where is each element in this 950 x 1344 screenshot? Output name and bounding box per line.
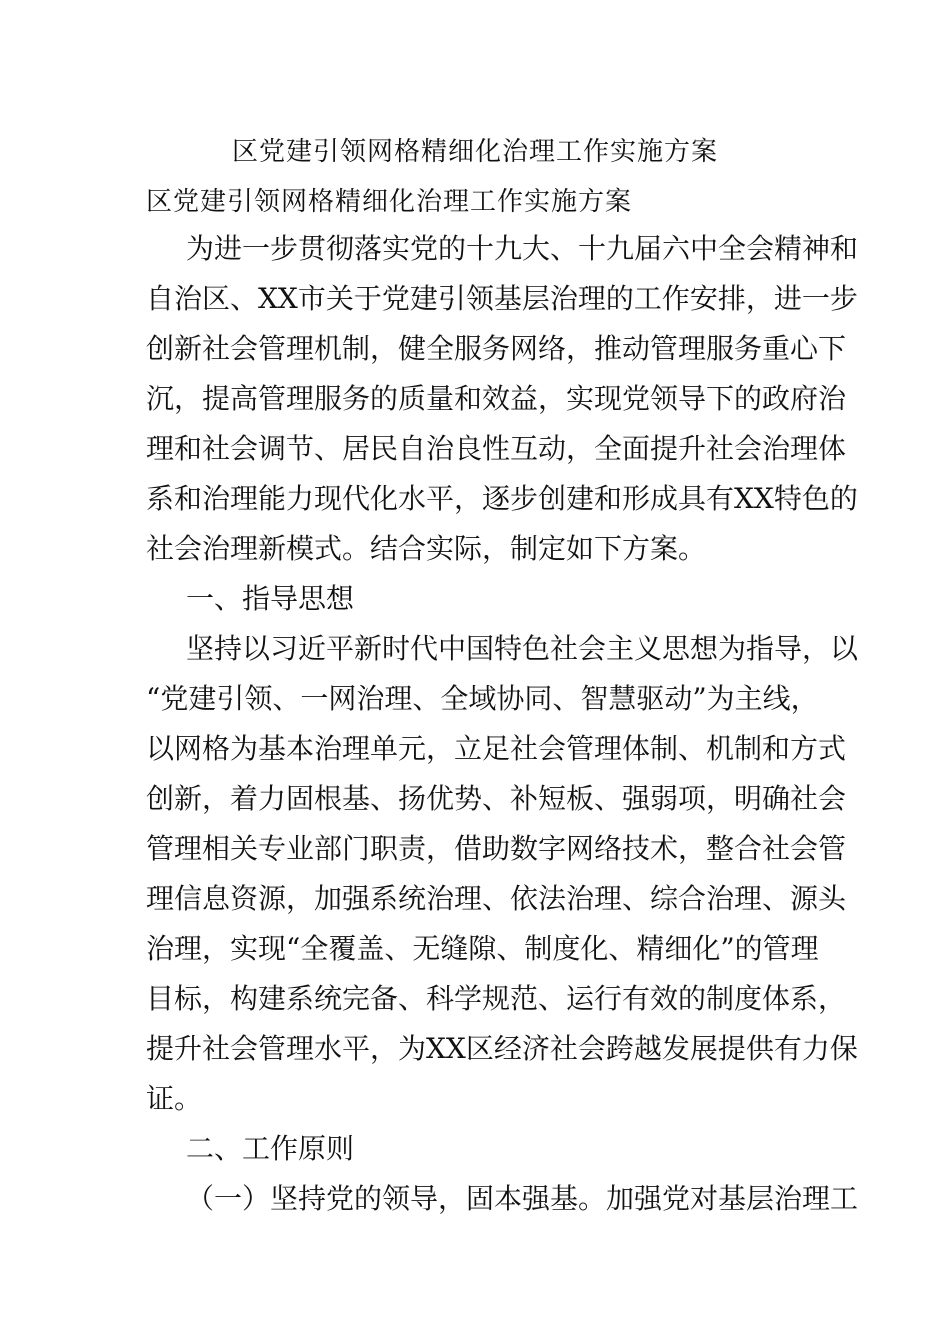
paragraph-line: 证。: [146, 1082, 203, 1115]
paragraph-line: 社会治理新模式。结合实际，制定如下方案。: [146, 532, 707, 565]
paragraph-line: （一）坚持党的领导，固本强基。加强党对基层治理工: [186, 1182, 859, 1215]
paragraph-line: 系和治理能力现代化水平，逐步创建和形成具有XX特色的: [146, 482, 858, 515]
paragraph-line: 以网格为基本治理单元，立足社会管理体制、机制和方式: [146, 732, 847, 765]
paragraph-line: 自治区、XX市关于党建引领基层治理的工作安排，进一步: [146, 282, 858, 315]
paragraph-line: “党建引领、一网治理、全域协同、智慧驱动”为主线，: [146, 682, 819, 715]
paragraph-line: 创新，着力固根基、扬优势、补短板、强弱项，明确社会: [146, 782, 847, 815]
paragraph-line: 创新社会管理机制，健全服务网络，推动管理服务重心下: [146, 332, 847, 365]
section-heading: 二、工作原则: [186, 1132, 355, 1165]
paragraph-line: 沉，提高管理服务的质量和效益，实现党领导下的政府治: [146, 382, 847, 415]
paragraph-line: 提升社会管理水平，为XX区经济社会跨越发展提供有力保: [146, 1032, 858, 1065]
section-heading: 一、指导思想: [186, 582, 355, 615]
paragraph-line: 治理，实现“全覆盖、无缝隙、制度化、精细化”的管理: [146, 932, 819, 965]
paragraph-line: 管理相关专业部门职责，借助数字网络技术，整合社会管: [146, 832, 847, 865]
paragraph-line: 坚持以习近平新时代中国特色社会主义思想为指导，以: [186, 632, 859, 665]
paragraph-line: 理信息资源，加强系统治理、依法治理、综合治理、源头: [146, 882, 847, 915]
document-subtitle: 区党建引领网格精细化治理工作实施方案: [146, 187, 633, 217]
document-title: 区党建引领网格精细化治理工作实施方案: [231, 137, 718, 167]
paragraph-line: 理和社会调节、居民自治良性互动，全面提升社会治理体: [146, 432, 847, 465]
paragraph-line: 为进一步贯彻落实党的十九大、十九届六中全会精神和: [186, 232, 859, 265]
paragraph-line: 目标，构建系统完备、科学规范、运行有效的制度体系，: [146, 982, 847, 1015]
document-body: [146, 224, 859, 1224]
